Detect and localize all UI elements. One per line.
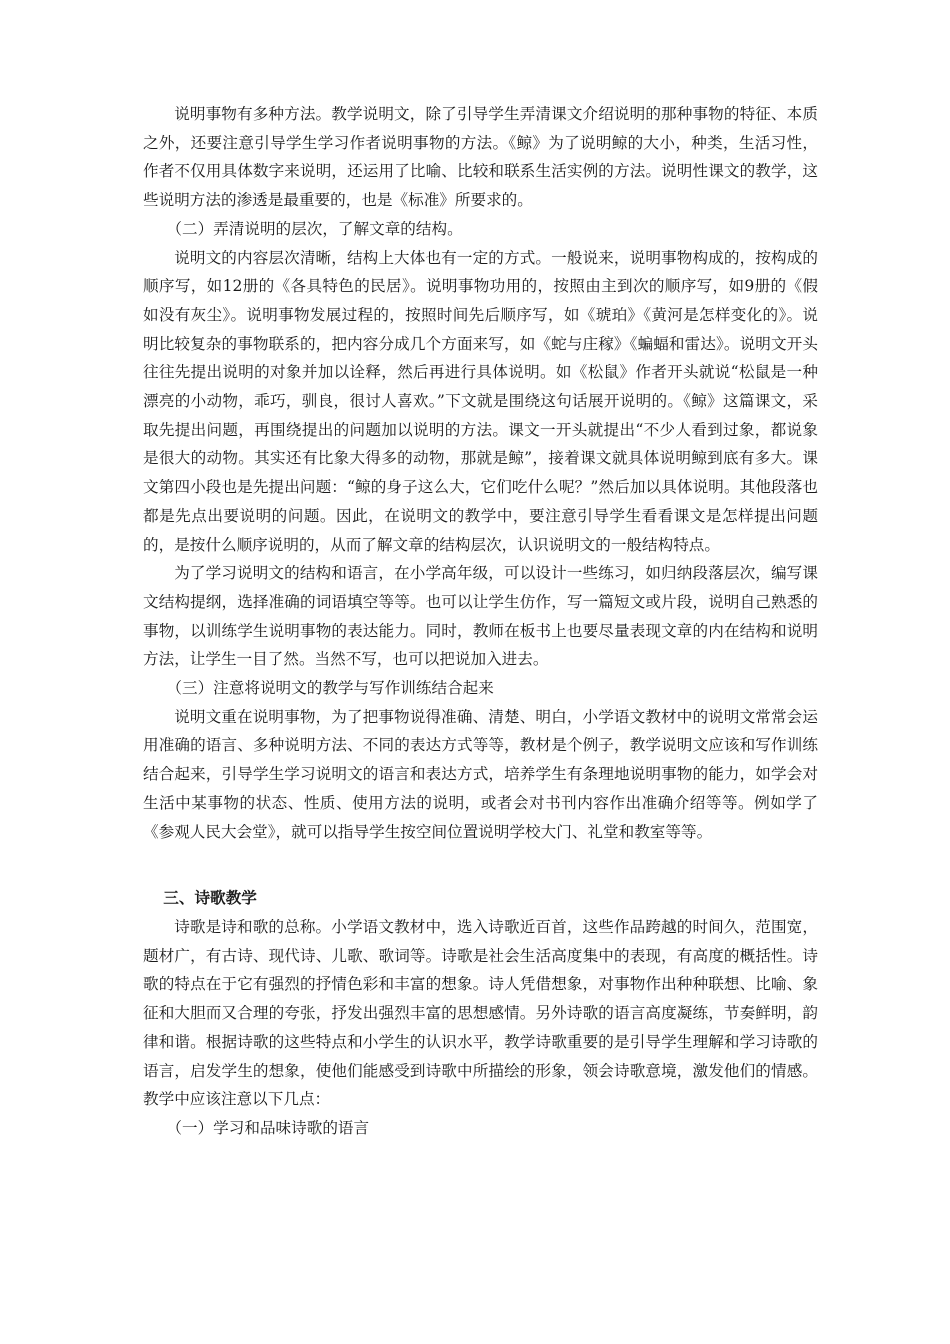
- paragraph-exercises: 为了学习说明文的结构和语言，在小学高年级，可以设计一些练习，如归纳段落层次，编写课文结构提纲，选择准确的词语填空等等。也可以让学生仿作，写一篇短文或片段，说明自己熟悉的事物，以训练学生说明事物的表达能力。同时，教师在板书上也要尽量表现文章的内在结构和说明方法，让学生一目了然。当然不写，也可以把说加入进去。: [143, 564, 818, 669]
- document-body: [143, 100, 818, 1143]
- paragraph-poetry-intro: 诗歌是诗和歌的总称。小学语文教材中，选入诗歌近百首，这些作品跨越的时间久，范围宽，题材广，有古诗、现代诗、儿歌、歌词等。诗歌是社会生活高度集中的表现，有高度的概括性。诗歌的特点在于它有强烈的抒情色彩和丰富的想象。诗人凭借想象，对事物作出种种联想、比喻、象征和大胆而又合理的夸张，抒发出强烈丰富的思想感情。另外诗歌的语言高度凝练，节奏鲜明，韵律和谐。根据诗歌的这些特点和小学生的认识水平，教学诗歌重要的是引导学生理解和学习诗歌的语言，启发学生的想象，使他们能感受到诗歌中所描绘的形象，领会诗歌意境，激发他们的情感。教学中应该注意以下几点：: [143, 917, 818, 1109]
- paragraph-explanation-methods: 说明事物有多种方法。教学说明文，除了引导学生弄清课文介绍说明的那种事物的特征、本质之外，还要注意引导学生学习作者说明事物的方法。《鲸》为了说明鲸的大小，种类，生活习性，作者不仅用具体数字来说明，还运用了比喻、比较和联系生活实例的方法。说明性课文的教学，这些说明方法的渗透是最重要的，也是《标准》所要求的。: [143, 105, 818, 210]
- subheading-writing-training: （三）注意将说明文的教学与写作训练结合起来: [166, 679, 494, 698]
- section-title-poetry: 三、诗歌教学: [163, 889, 257, 908]
- subheading-structure: （二）弄清说明的层次，了解文章的结构。: [166, 219, 463, 238]
- subheading-poetry-language: （一）学习和品味诗歌的语言: [166, 1118, 370, 1137]
- paragraph-structure-levels: 说明文的内容层次清晰，结构上大体也有一定的方式。一般说来，说明事物构成的，按构成的顺序写，如12册的《各具特色的民居》。说明事物功用的，按照由主到次的顺序写，如9册的《假如没有灰尘》。说明事物发展过程的，按照时间先后顺序写，如《琥珀》《黄河是怎样变化的》。说明比较复杂的事物联系的，把内容分成几个方面来写，如《蛇与庄稼》《蝙蝠和雷达》。说明文开头往往先提出说明的对象并加以诠释，然后再进行具体说明。如《松鼠》作者开头就说“松鼠是一种漂亮的小动物，乖巧，驯良，很讨人喜欢。”下文就是围绕这句话展开说明的。《鲸》这篇课文，采取先提出问题，再围绕提出的问题加以说明的方法。课文一开头就提出“不少人看到过象，都说象是很大的动物。其实还有比象大得多的动物，那就是鲸”，接着课文就具体说明鲸到底有多大。课文第四小段也是先提出问题：“鲸的身子这么大，它们吃什么呢？”然后加以具体说明。其他段落也都是先点出要说明的问题。因此，在说明文的教学中，要注意引导学生看看课文是怎样提出问题的，是按什么顺序说明的，从而了解文章的结构层次，认识说明文的一般结构特点。: [143, 248, 818, 554]
- paragraph-writing-training: 说明文重在说明事物，为了把事物说得准确、清楚、明白，小学语文教材中的说明文常常会运用准确的语言、多种说明方法、不同的表达方式等等，教材是个例子，教学说明文应该和写作训练结合起来，引导学生学习说明文的语言和表达方式，培养学生有条理地说明事物的能力，如学会对生活中某事物的状态、性质、使用方法的说明，或者会对书刊内容作出准确介绍等等。例如学了《参观人民大会堂》，就可以指导学生按空间位置说明学校大门、礼堂和教室等等。: [143, 707, 818, 841]
